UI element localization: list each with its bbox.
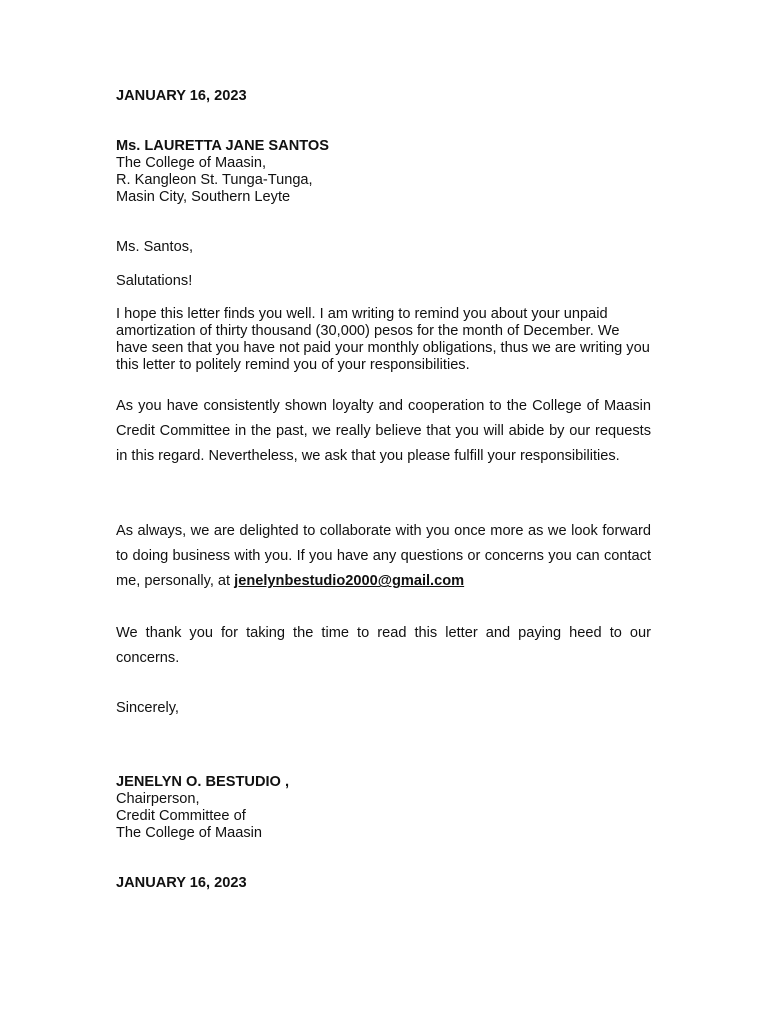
recipient-city: Masin City, Southern Leyte <box>116 189 291 205</box>
paragraph-thanks: We thank you for taking the time to read this letter and paying heed to our concerns. <box>116 625 651 667</box>
email-link[interactable]: jenelynbestudio2000@gmail.com <box>234 573 465 590</box>
recipient-name: Ms. LAURETTA JANE SANTOS <box>116 138 329 154</box>
recipient-block <box>116 138 651 206</box>
date-bottom: JANUARY 16, 2023 <box>116 875 247 891</box>
signatory-unit: Credit Committee of <box>116 808 246 824</box>
greeting: Ms. Santos, <box>116 239 194 255</box>
paragraph-contact <box>116 519 651 595</box>
paragraph-loyalty: As you have consistently shown loyalty and cooperation to the College of Maasin Credit Committee in the past, we really believe that you will abide by our requests in this regard. Nevertheless, we ask that you please fulfill your responsibilities. <box>116 398 651 465</box>
recipient-street: R. Kangleon St. Tunga-Tunga, <box>116 172 313 188</box>
date-top: JANUARY 16, 2023 <box>116 88 247 104</box>
signatory-title: Chairperson, <box>116 791 200 807</box>
signatory-org: The College of Maasin <box>116 825 263 841</box>
recipient-org: The College of Maasin, <box>116 155 267 171</box>
paragraph-reminder: I hope this letter finds you well. I am writing to remind you about your unpaid amortization of thirty thousand (30,000) pesos for the month of December. We have seen that you have not paid your monthly obligations, thus we are writing you this letter to politely remind you of your responsibilities. <box>116 306 650 373</box>
salutation: Salutations! <box>116 273 193 289</box>
signatory-block <box>116 774 651 842</box>
closing: Sincerely, <box>116 700 179 716</box>
paragraph-contact-text: As always, we are delighted to collaborate with you once more as we look forward to doing business with you. If you have any questions or concerns you can contact me, personally, at <box>116 523 651 590</box>
signatory-name: JENELYN O. BESTUDIO , <box>116 774 290 790</box>
